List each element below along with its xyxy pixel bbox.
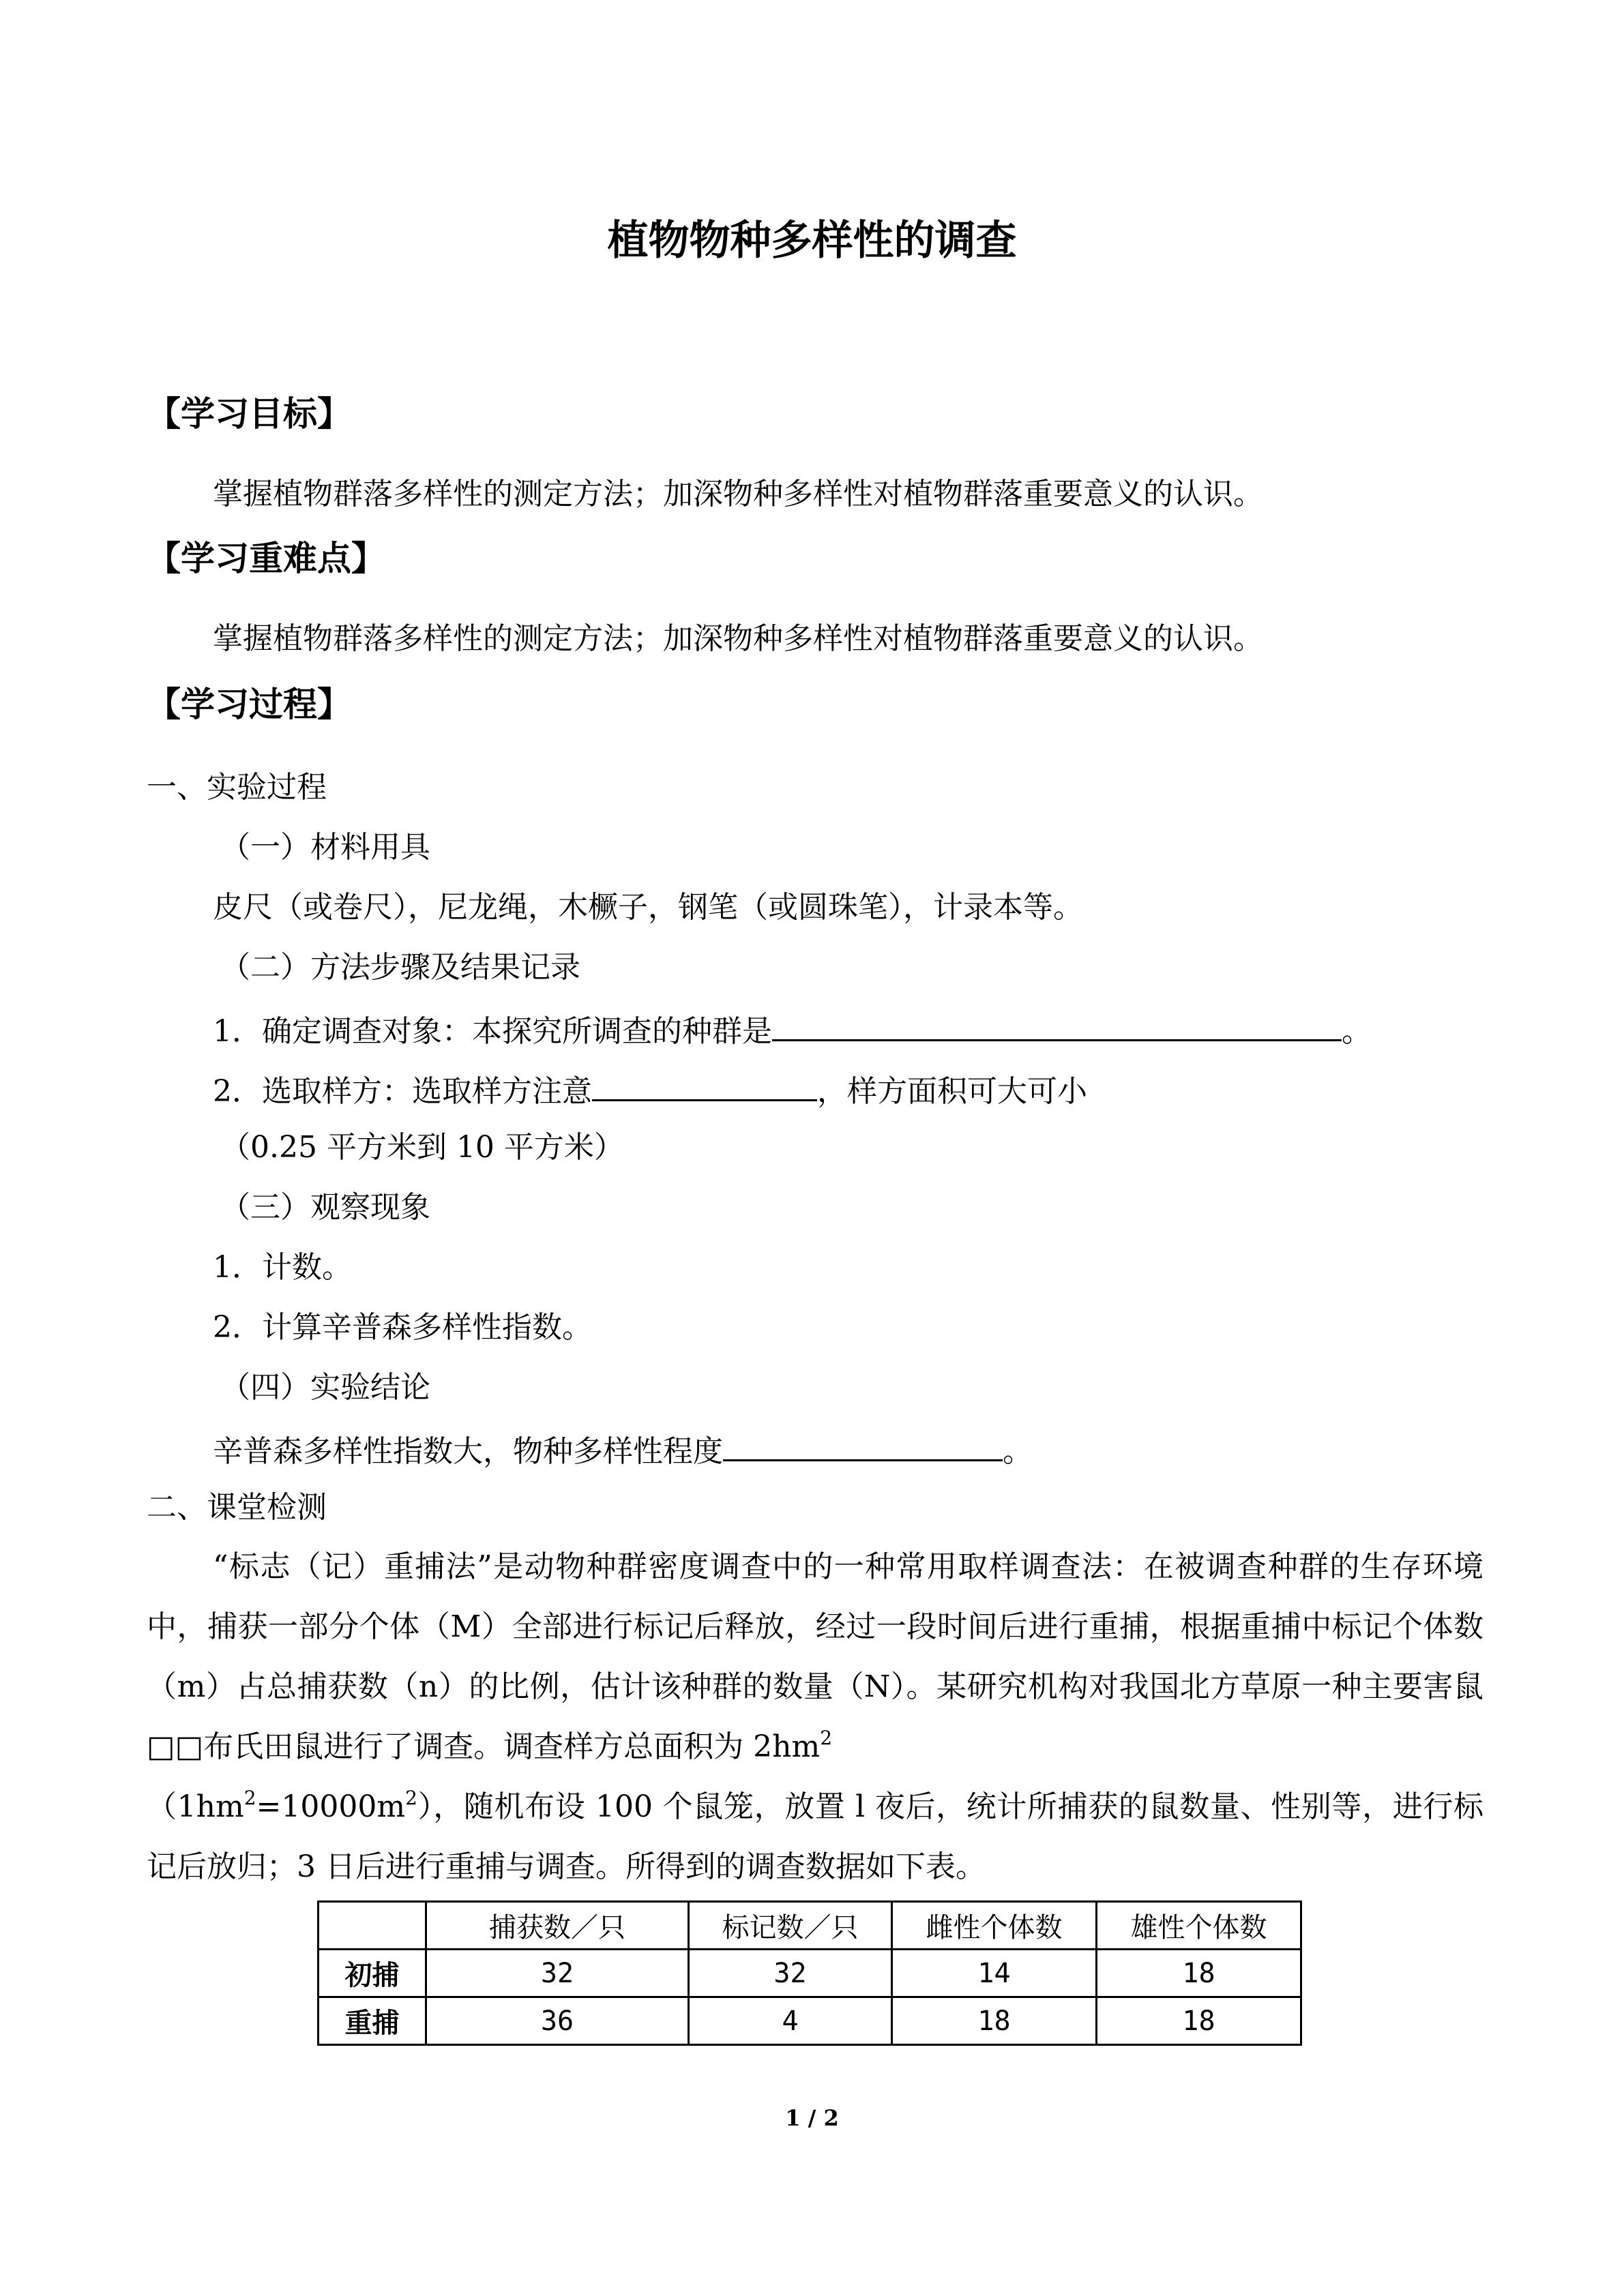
conclusion-text: 辛普森多样性指数大，物种多样性程度 [213,1434,723,1469]
table-row-label: 初捕 [319,1950,426,1997]
step-1-answer-blank[interactable] [772,1004,1342,1041]
observe-item-2: 2．计算辛普森多样性指数。 [213,1310,592,1345]
table-cell: 36 [426,1997,689,2045]
learning-process-heading: 【学习过程】 [147,685,351,724]
conclusion-end: 。 [1003,1434,1033,1469]
table-header-cell: 雄性个体数 [1097,1902,1301,1950]
table-row [319,1950,1301,1997]
quiz-part-title: 二、课堂检测 [147,1490,327,1525]
step-2-note: （0.25 平方米到 10 平方米） [220,1130,624,1165]
table-header-cell: 标记数／只 [689,1902,892,1950]
table-cell: 32 [426,1950,689,1997]
conclusion [213,1424,1033,1476]
superscript-2: 2 [243,1787,256,1809]
capture-data-table [317,1900,1302,2046]
page-number: 1 / 2 [785,2105,839,2131]
materials-text: 皮尺（或卷尺），尼龙绳，木橛子，钢笔（或圆珠笔），计录本等。 [213,890,1083,925]
table-cell: 18 [1097,1950,1301,1997]
experiment-part-title: 一、实验过程 [147,770,327,805]
table-cell: 4 [689,1997,892,2045]
quiz-paragraph-2 [147,1777,1483,1897]
page-title: 植物物种多样性的调查 [607,217,1017,265]
step-1 [213,1004,1372,1056]
table-header-cell: 雌性个体数 [892,1902,1097,1950]
learning-goal-text: 掌握植物群落多样性的测定方法；加深物种多样性对植物群落重要意义的认识。 [213,477,1263,511]
table-cell: 18 [1097,1997,1301,2045]
step-1-end: 。 [1342,1014,1372,1049]
learning-goal-heading: 【学习目标】 [147,394,351,434]
step-2 [213,1064,1087,1116]
superscript-2: 2 [405,1787,417,1809]
quiz-paragraph-2-part-c: ），随机布设 100 个鼠笼，放置 l 夜后，统计所捕获的鼠数量、性别等，进行标记后放归；3 日后进行重捕与调查。所得到的调查数据如下表。 [147,1789,1483,1884]
superscript-2: 2 [820,1727,833,1749]
observe-title: （三）观察现象 [220,1190,430,1225]
quiz-paragraph-2-part-a: （1hm [147,1789,244,1824]
key-points-heading: 【学习重难点】 [147,539,385,578]
table-cell: 18 [892,1997,1097,2045]
table-cell: 14 [892,1950,1097,1997]
quiz-paragraph-1 [147,1537,1483,1777]
table-header-row [319,1902,1301,1950]
quiz-paragraph-1-text: “标志（记）重捕法”是动物种群密度调查中的一种常用取样调查法：在被调查种群的生存环境中，捕获一部分个体（M）全部进行标记后释放，经过一段时间后进行重捕，根据重捕中标记个体数（m）占总捕获数（n）的比例，估计该种群的数量（N）。某研究机构对我国北方草原一种主要害鼠□□布氏田鼠进行了调查。调查样方总面积为 2hm [147,1549,1483,1764]
step-2-text: 2．选取样方：选取样方注意 [213,1074,592,1109]
materials-title: （一）材料用具 [220,830,430,865]
table-header-cell [319,1902,426,1950]
observe-item-1: 1．计数。 [213,1250,352,1285]
key-points-text: 掌握植物群落多样性的测定方法；加深物种多样性对植物群落重要意义的认识。 [213,621,1263,656]
method-title: （二）方法步骤及结果记录 [220,950,580,985]
table-row [319,1997,1301,2045]
table-header-cell: 捕获数／只 [426,1902,689,1950]
step-2-answer-blank[interactable] [592,1064,817,1101]
table-cell: 32 [689,1950,892,1997]
conclusion-title: （四）实验结论 [220,1370,430,1405]
quiz-paragraph-2-part-b: =10000m [256,1789,406,1824]
step-2-end: ，样方面积可大可小 [817,1074,1087,1109]
step-1-text: 1．确定调查对象：本探究所调查的种群是 [213,1014,772,1049]
table-row-label: 重捕 [319,1997,426,2045]
conclusion-answer-blank[interactable] [723,1424,1003,1461]
